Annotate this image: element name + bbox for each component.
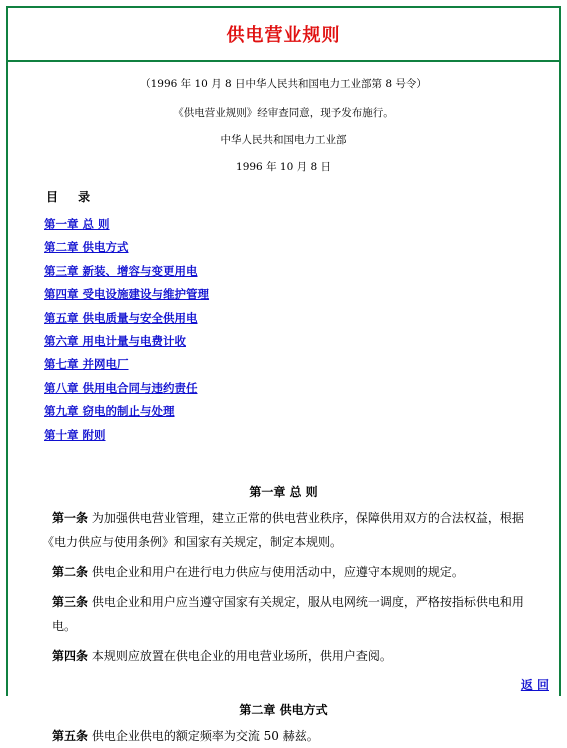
order-line: （1996 年 10 月 8 日中华人民共和国电力工业部第 8 号令） [140,78,427,90]
statement-line: 《供电营业规则》经审查同意，现予发布施行。 [173,107,394,119]
toc-heading: 目 录 [46,190,99,204]
back-link-row [8,676,549,693]
article-number: 第五条 [52,728,89,743]
toc-item [44,426,559,449]
article-text: 供电企业供电的额定频率为交流 50 赫兹。 [88,728,319,743]
toc-link-chapter-3[interactable]: 第三章 新装、增容与变更用电 [44,263,198,278]
title-bar [8,8,559,62]
chapter-2-title: 第二章 供电方式 [239,702,328,717]
toc-item [44,285,559,308]
article-text: 供电企业和用户应当遵守国家有关规定，服从电网统一调度，严格按指标供电和用电。 [52,594,524,633]
issuer-line: 中华人民共和国电力工业部 [220,134,347,146]
date-line: 1996 年 10 月 8 日 [236,161,331,173]
article-2 [52,560,547,584]
toc-item [44,402,559,425]
article-text: 供电企业和用户在进行电力供应与使用活动中，应遵守本规则的规定。 [88,564,464,579]
back-link[interactable]: 返 回 [520,677,549,692]
page-title: 供电营业规则 [226,25,341,46]
toc-item [44,379,559,402]
article-number: 第三条 [52,594,89,609]
toc-item [44,332,559,355]
article-text: 本规则应放置在供电企业的用电营业场所，供用户查阅。 [88,648,392,663]
document-frame [6,6,561,743]
toc-link-chapter-9[interactable]: 第九章 窃电的制止与处理 [44,404,175,419]
document-body [8,76,559,748]
chapter-1-title: 第一章 总 则 [249,484,318,499]
toc-link-chapter-1[interactable]: 第一章 总 则 [44,217,110,231]
article-1 [42,506,547,554]
toc-item [44,262,559,285]
toc-list [44,215,559,449]
toc-item [44,215,559,238]
article-3 [52,590,547,638]
article-number: 第一条 [52,510,89,525]
toc-item [44,309,559,332]
toc-link-chapter-5[interactable]: 第五章 供电质量与安全供用电 [44,310,198,325]
article-number: 第二条 [52,564,89,579]
article-4 [52,644,547,668]
toc-link-chapter-7[interactable]: 第七章 并网电厂 [44,357,129,372]
toc-item [44,355,559,378]
toc-link-chapter-8[interactable]: 第八章 供用电合同与违约责任 [44,380,198,395]
toc-link-chapter-4[interactable]: 第四章 受电设施建设与维护管理 [44,287,210,302]
article-5 [52,724,547,748]
article-number: 第四条 [52,648,89,663]
article-text: 为加强供电营业管理，建立正常的供电营业秩序，保障供用双方的合法权益，根据《电力供应与使用条例》和国家有关规定，制定本规则。 [42,510,524,549]
toc-link-chapter-10[interactable]: 第十章 附则 [44,427,106,442]
toc-link-chapter-2[interactable]: 第二章 供电方式 [44,240,129,255]
toc-link-chapter-6[interactable]: 第六章 用电计量与电费计收 [44,333,187,348]
toc-item [44,238,559,261]
